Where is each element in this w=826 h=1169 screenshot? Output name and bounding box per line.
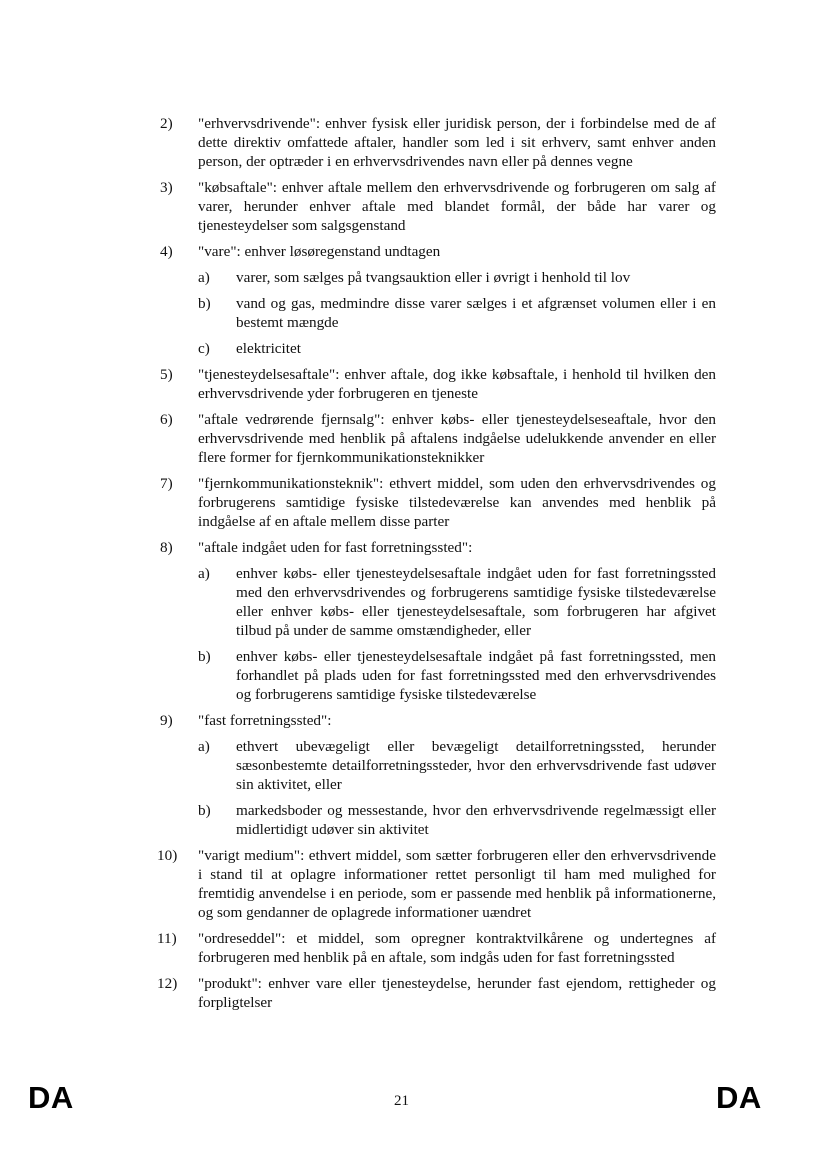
language-code-left: DA bbox=[28, 1080, 74, 1115]
list-item bbox=[160, 178, 716, 235]
sub-item-text: ethvert ubevægeligt eller bevægeligt detailforretningssted, herunder sæsonbestemte detailforretningssteder, hvor den erhvervsdrivende fast udøver sin aktivitet, eller bbox=[236, 738, 716, 793]
item-text: "købsaftale": enhver aftale mellem den erhvervsdrivende og forbrugeren om salg af varer, herunder enhver aftale med blandet formål, der både har varer og tjenesteydelser som salgsgenstand bbox=[198, 179, 716, 234]
sub-item-letter: a) bbox=[198, 738, 210, 755]
item-text: "fast forretningssted": bbox=[198, 712, 332, 729]
sub-item-text: enhver købs- eller tjenesteydelsesaftale indgået på fast forretningssted, men forhandlet på plads uden for fast forretningssted med den erhvervsdrivendes og forbrugerens samtidige fysiske tilstedeværelse bbox=[236, 648, 716, 703]
sub-item-letter: b) bbox=[198, 295, 211, 312]
item-number: 3) bbox=[160, 179, 173, 196]
item-number: 2) bbox=[160, 115, 173, 132]
item-number: 8) bbox=[160, 539, 173, 556]
sub-item-text: vand og gas, medmindre disse varer sælges i et afgrænset volumen eller i en bestemt mængde bbox=[236, 295, 716, 331]
sub-item-text: varer, som sælges på tvangsauktion eller i øvrigt i henhold til lov bbox=[236, 269, 631, 286]
list-item bbox=[160, 474, 716, 531]
item-text: "aftale vedrørende fjernsalg": enhver købs- eller tjenesteydelseseaftale, hvor den erhvervsdrivende med henblik på aftalens indgåelse udelukkende anvender en eller flere former for fjernkommunikationsteknikker bbox=[198, 411, 716, 466]
item-text: "produkt": enhver vare eller tjenesteydelse, herunder fast ejendom, rettigheder og forpligtelser bbox=[198, 975, 716, 1011]
sub-item bbox=[198, 647, 716, 704]
item-text: "fjernkommunikationsteknik": ethvert middel, som uden den erhvervsdrivendes og forbrugerens samtidige fysiske tilstedeværelse kan anvendes med henblik på indgåelse af en aftale mellem disse parter bbox=[198, 475, 716, 530]
item-number: 9) bbox=[160, 712, 173, 729]
list-item bbox=[160, 365, 716, 403]
list-item bbox=[160, 242, 716, 358]
item-text: "aftale indgået uden for fast forretningssted": bbox=[198, 539, 473, 556]
item-number: 11) bbox=[157, 930, 177, 947]
sub-item-letter: a) bbox=[198, 565, 210, 582]
sub-item-letter: c) bbox=[198, 340, 210, 357]
list-item bbox=[157, 846, 716, 922]
item-number: 10) bbox=[157, 847, 178, 864]
sub-item-text: markedsboder og messestande, hvor den erhvervsdrivende regelmæssigt eller midlertidigt udøver sin aktivitet bbox=[236, 802, 716, 838]
language-code-right: DA bbox=[716, 1080, 762, 1115]
list-item bbox=[157, 974, 716, 1012]
sub-item-text: enhver købs- eller tjenesteydelsesaftale indgået uden for fast forretningssted med den erhvervsdrivendes og forbrugerens samtidige fysiske tilstedeværelse eller enhver købs- eller tjenesteydelsesaftale, som forbrugeren har afgivet tilbud på under de samme omstændigheder, eller bbox=[236, 565, 716, 639]
sub-item bbox=[198, 801, 716, 839]
sub-item bbox=[198, 564, 716, 640]
sub-item bbox=[198, 294, 716, 332]
item-text: "ordreseddel": et middel, som opregner kontraktvilkårene og undertegnes af forbrugeren med henblik på en aftale, som indgås uden for fast forretningssted bbox=[198, 930, 716, 966]
item-number: 6) bbox=[160, 411, 173, 428]
sub-item bbox=[198, 268, 716, 287]
sub-item bbox=[198, 737, 716, 794]
sub-item bbox=[198, 339, 716, 358]
sub-item-letter: a) bbox=[198, 269, 210, 286]
item-text: "varigt medium": ethvert middel, som sætter forbrugeren eller den erhvervsdrivende i stand til at oplagre informationer rettet personligt til ham med mulighed for fremtidig anvendelse i en periode, som er passende med henblik på informationerne, og som gendanner de oplagrede informationer uændret bbox=[198, 847, 716, 921]
sub-item-letter: b) bbox=[198, 648, 211, 665]
item-number: 5) bbox=[160, 366, 173, 383]
item-number: 7) bbox=[160, 475, 173, 492]
list-item bbox=[157, 929, 716, 967]
definitions-list bbox=[157, 114, 716, 1019]
item-number: 12) bbox=[157, 975, 178, 992]
item-text: "vare": enhver løsøregenstand undtagen bbox=[198, 243, 441, 260]
list-item bbox=[160, 410, 716, 467]
sub-item-letter: b) bbox=[198, 802, 211, 819]
item-text: "tjenesteydelsesaftale": enhver aftale, dog ikke købsaftale, i henhold til hvilken den erhvervsdrivende yder forbrugeren en tjeneste bbox=[198, 366, 716, 402]
page-number: 21 bbox=[394, 1093, 409, 1109]
list-item bbox=[160, 538, 716, 704]
item-text: "erhvervsdrivende": enhver fysisk eller juridisk person, der i forbindelse med de af dette direktiv omfattede aftaler, handler som led i sit erhverv, samt enhver anden person, der optræder i en erhvervsdrivendes navn eller på dennes vegne bbox=[198, 115, 716, 170]
list-item bbox=[160, 711, 716, 839]
sub-item-text: elektricitet bbox=[236, 340, 301, 357]
item-number: 4) bbox=[160, 243, 173, 260]
list-item bbox=[160, 114, 716, 171]
